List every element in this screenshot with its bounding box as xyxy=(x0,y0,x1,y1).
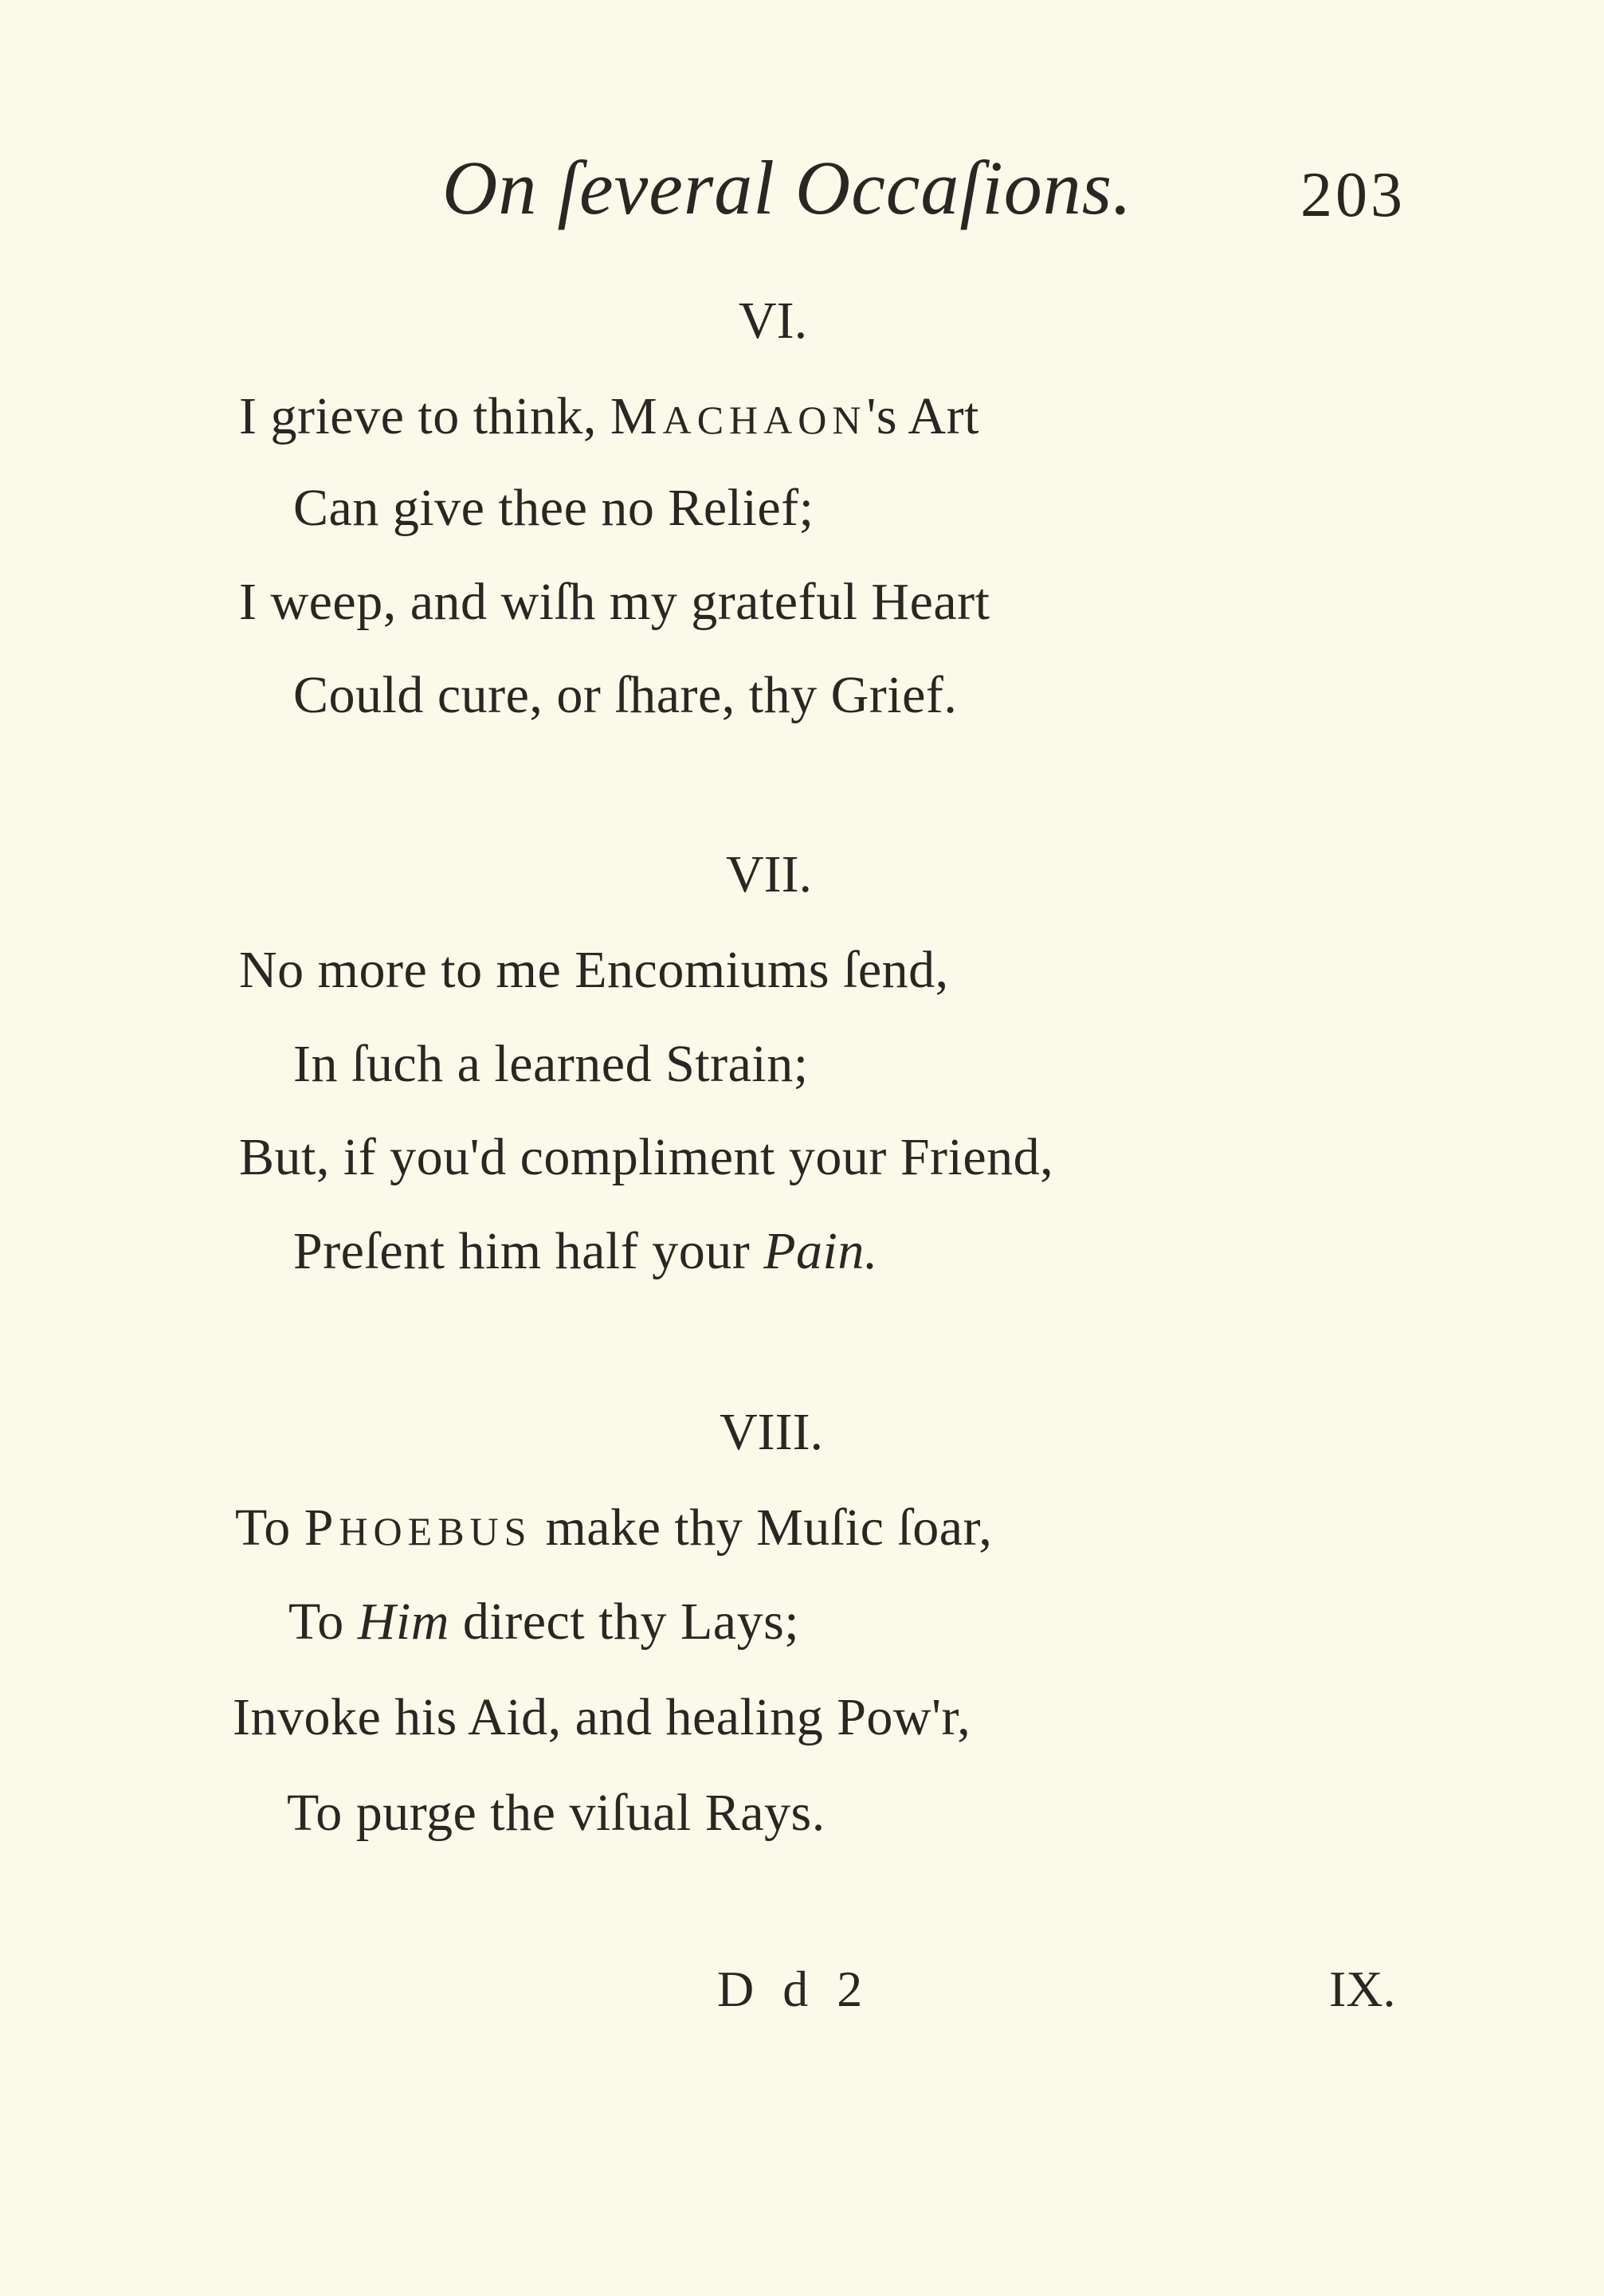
verse-line xyxy=(239,386,979,447)
verse-text: To xyxy=(235,1499,304,1557)
verse-line: To purge the viſual Rays. xyxy=(287,1784,826,1842)
page-number: 203 xyxy=(1300,160,1406,230)
stanza-number-vii: VII. xyxy=(725,845,813,903)
verse-italic: Him xyxy=(357,1593,449,1651)
verse-text: To xyxy=(288,1593,358,1651)
verse-text: make thy Muſic ſoar, xyxy=(531,1499,993,1557)
verse-text: I grieve to think, xyxy=(239,387,610,445)
verse-line xyxy=(235,1498,992,1558)
catchword: IX. xyxy=(1329,1961,1396,2017)
verse-line xyxy=(293,1221,878,1282)
name-smallcaps: ACHAON xyxy=(662,398,867,442)
verse-text: Preſent him half your xyxy=(293,1222,764,1280)
stanza-number-vi: VI. xyxy=(738,292,808,350)
running-head: On ſeveral Occaſions. xyxy=(442,145,1133,230)
name-smallcaps: HOEBUS xyxy=(339,1509,532,1554)
verse-line: Could cure, or ſhare, thy Grief. xyxy=(293,666,958,724)
verse-line: But, if you'd compliment your Friend, xyxy=(239,1128,1054,1186)
verse-text: direct thy Lays; xyxy=(449,1593,800,1651)
verse-text: 's Art xyxy=(866,387,979,445)
name-initial: P xyxy=(304,1499,339,1557)
stanza-number-viii: VIII. xyxy=(719,1403,824,1461)
verse-line: In ſuch a learned Strain; xyxy=(293,1035,809,1093)
name-initial: M xyxy=(610,387,663,445)
verse-line xyxy=(288,1592,799,1652)
signature-mark: D d 2 xyxy=(717,1961,871,2017)
verse-line: No more to me Encomiums ſend, xyxy=(239,941,949,999)
verse-line: I weep, and wiſh my grateful Heart xyxy=(239,573,990,631)
verse-line: Invoke his Aid, and healing Pow'r, xyxy=(233,1688,971,1746)
verse-line: Can give thee no Relief; xyxy=(293,479,814,537)
verse-italic: Pain. xyxy=(763,1222,878,1280)
